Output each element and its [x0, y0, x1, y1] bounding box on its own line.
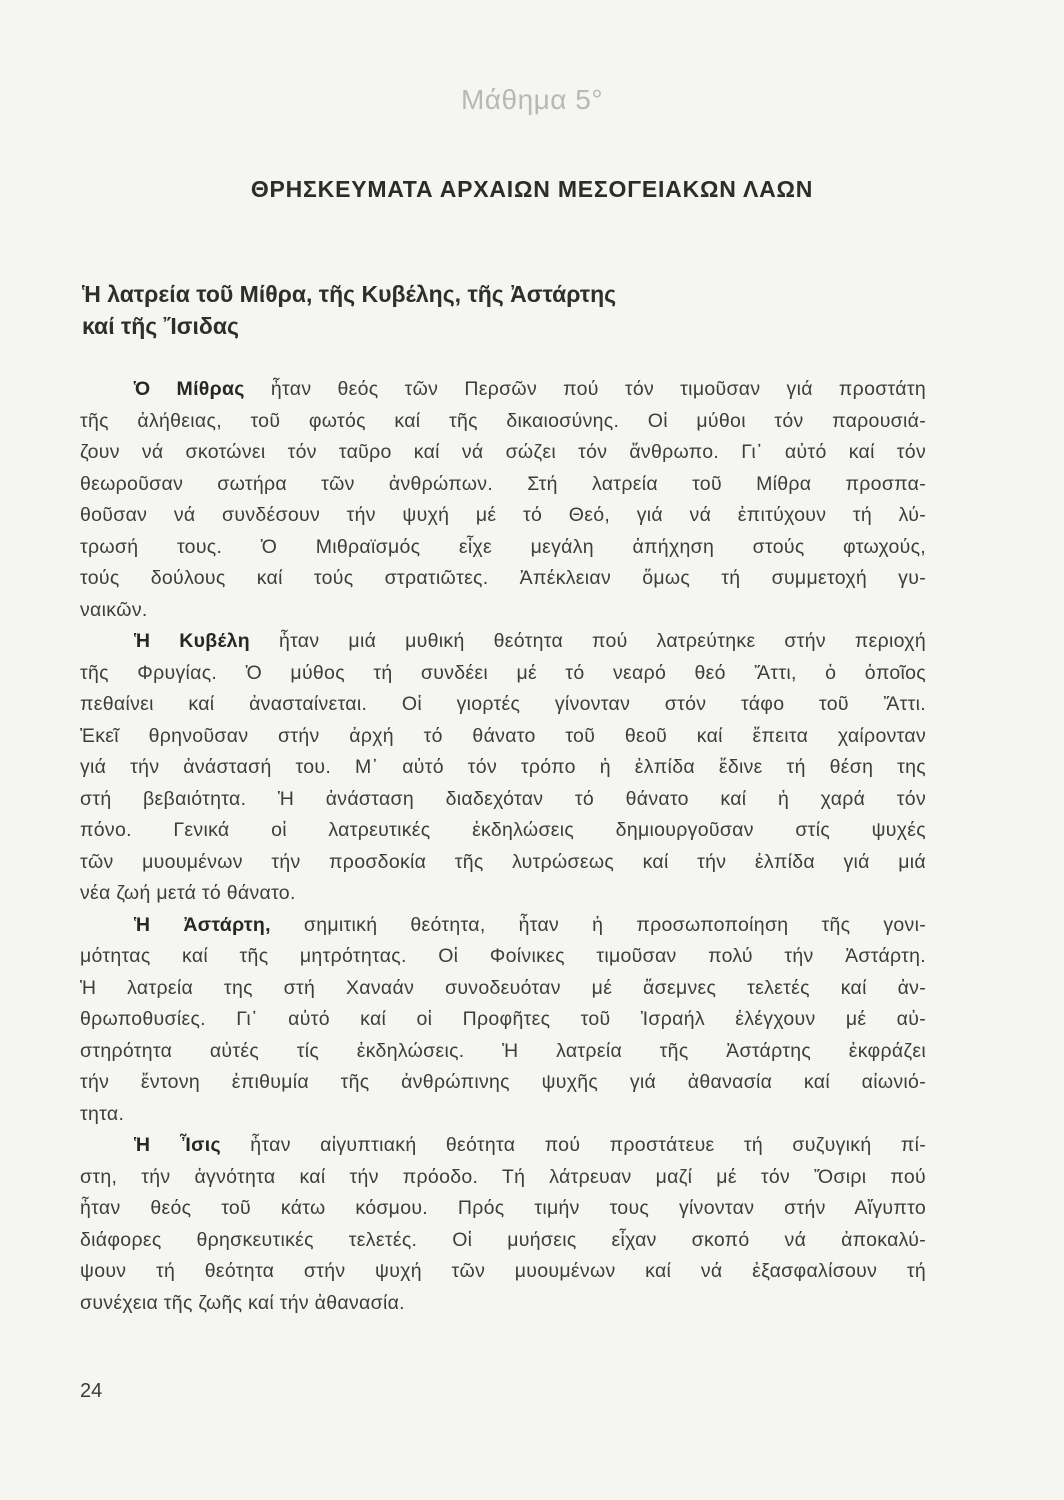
paragraph-line: συνέχεια τῆς ζωῆς καί τήν ἀθανασία. [80, 1291, 405, 1314]
paragraph-line: μότητας καί τῆς μητρότητας. Οἱ Φοίνικες τιμοῦσαν πολύ τήν Ἀστάρτη. [80, 945, 926, 967]
paragraph-line: ναικῶν. [80, 598, 148, 621]
paragraph-line: ψουν τή θεότητα στήν ψυχή τῶν μυουμένων καί νά ἐξασφαλίσουν τή [80, 1260, 926, 1282]
paragraph-line: στή βεβαιότητα. Ἡ ἀνάσταση διαδεχόταν τό θάνατο καί ἡ χαρά τόν [80, 787, 926, 810]
chapter-title: ΘΡΗΣΚΕΥΜΑΤΑ ΑΡΧΑΙΩΝ ΜΕΣΟΓΕΙΑΚΩΝ ΛΑΩΝ [250, 176, 814, 202]
term-astarte: Ἡ Ἀστάρτη, [134, 913, 271, 936]
lesson-heading: Μάθημα 5° [460, 84, 604, 115]
section-title-line: Ἡ λατρεία τοῦ Μίθρα, τῆς Κυβέλης, τῆς Ἀστάρτης [82, 281, 617, 307]
paragraph-line: θρωποθυσίες. Γι᾽ αὐτό καί οἱ Προφῆτες τοῦ Ἰσραήλ ἐλέγχουν μέ αὐ- [80, 1008, 926, 1030]
term-cybele: Ἡ Κυβέλη [134, 630, 250, 652]
paragraph-line: τητα. [80, 1102, 125, 1125]
paragraph-line: Ὁ Μίθρας ἦταν θεός τῶν Περσῶν πού τόν τιμοῦσαν γιά προστάτη [134, 378, 927, 400]
paragraph-line: γιά τήν ἀνάστασή του. Μ᾽ αὐτό τόν τρόπο ἡ ἐλπίδα ἔδινε τή θέση της [80, 756, 926, 778]
paragraph-line: Ἐκεῖ θρηνοῦσαν στήν ἀρχή τό θάνατο τοῦ θεοῦ καί ἔπειτα χαίρονταν [80, 724, 926, 747]
paragraph-line: θεωροῦσαν σωτήρα τῶν ἀνθρώπων. Στή λατρεία τοῦ Μίθρα προσπα- [80, 472, 926, 495]
paragraph-line: πεθαίνει καί ἀνασταίνεται. Οἱ γιορτές γίνονταν στόν τάφο τοῦ Ἄττι. [80, 693, 926, 715]
body-text [80, 374, 926, 1319]
paragraph-line: Ἡ Κυβέλη ἦταν μιά μυθική θεότητα πού λατρεύτηκε στήν περιοχή [134, 630, 926, 652]
paragraph-line: Ἡ λατρεία της στή Χαναάν συνοδευόταν μέ ἄσεμνες τελετές καί ἀν- [80, 976, 926, 999]
paragraph-line: τῆς ἀλήθειας, τοῦ φωτός καί τῆς δικαιοσύνης. Οἱ μύθοι τόν παρουσιά- [80, 409, 926, 432]
paragraph-line: ἦταν θεός τοῦ κάτω κόσμου. Πρός τιμήν τους γίνονταν στήν Αἴγυπτο [80, 1197, 926, 1219]
paragraph-line: Ἡ Ἶσις ἦταν αἰγυπτιακή θεότητα πού προστάτευε τή συζυγική πί- [134, 1134, 927, 1156]
paragraph-line: Ἡ Ἀστάρτη, σημιτική θεότητα, ἦταν ἡ προσωποποίηση τῆς γονι- [134, 913, 927, 936]
paragraph-line: πόνο. Γενικά οἱ λατρευτικές ἐκδηλώσεις δημιουργοῦσαν στίς ψυχές [80, 819, 926, 841]
paragraph-line: στη, τήν ἁγνότητα καί τήν πρόοδο. Τή λάτρευαν μαζί μέ τόν Ὄσιρι πού [80, 1165, 926, 1188]
section-title [82, 278, 842, 342]
term-mithras: Ὁ Μίθρας [134, 378, 245, 400]
paragraph-line: στηρότητα αὐτές τίς ἐκδηλώσεις. Ἡ λατρεία τῆς Ἀστάρτης ἐκφράζει [80, 1039, 926, 1062]
paragraph-line: τρωσή τους. Ὁ Μιθραϊσμός εἶχε μεγάλη ἀπήχηση στούς φτωχούς, [80, 535, 926, 558]
paragraph-line: τήν ἔντονη ἐπιθυμία τῆς ἀνθρώπινης ψυχῆς γιά ἀθανασία καί αἰωνιό- [80, 1071, 926, 1093]
paragraph-line: νέα ζωή μετά τό θάνατο. [80, 882, 296, 904]
paragraph-line: τῶν μυουμένων τήν προσδοκία τῆς λυτρώσεως καί τήν ἐλπίδα γιά μιά [80, 850, 926, 873]
paragraph-line: τούς δούλους καί τούς στρατιῶτες. Ἀπέκλειαν ὅμως τή συμμετοχή γυ- [80, 567, 926, 589]
paragraph-line: τῆς Φρυγίας. Ὁ μύθος τή συνδέει μέ τό νεαρό θεό Ἄττι, ὁ ὁποῖος [80, 661, 926, 684]
paragraph-line: διάφορες θρησκευτικές τελετές. Οἱ μυήσεις εἶχαν σκοπό νά ἀποκαλύ- [80, 1228, 926, 1251]
term-isis: Ἡ Ἶσις [134, 1134, 221, 1156]
paragraph-line: ζουν νά σκοτώνει τόν ταῦρο καί νά σώζει τόν ἄνθρωπο. Γι᾽ αὐτό καί τόν [80, 441, 926, 463]
paragraph-line: θοῦσαν νά συνδέσουν τήν ψυχή μέ τό Θεό, γιά νά ἐπιτύχουν τή λύ- [80, 504, 926, 526]
section-title-line: καί τῆς Ἴσιδας [82, 313, 239, 339]
page-number: 24 [80, 1380, 103, 1402]
